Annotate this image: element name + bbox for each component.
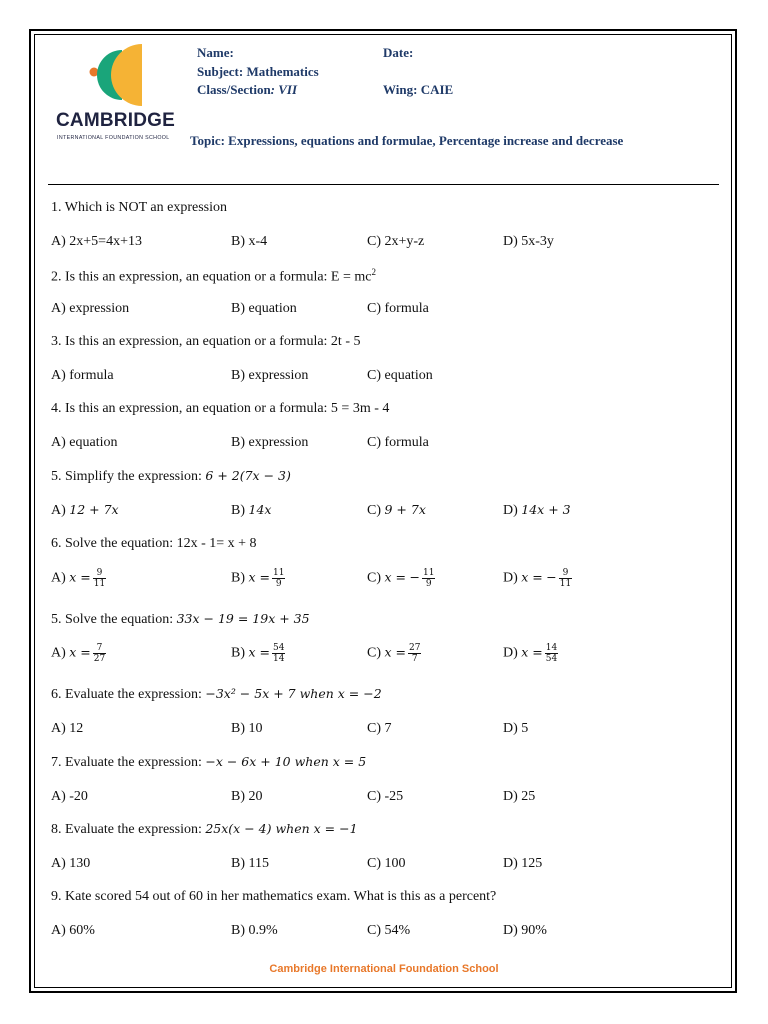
class-section-field (197, 82, 297, 98)
fraction-denominator: 54 (545, 654, 558, 664)
option-x-equals: x = (248, 644, 270, 660)
fraction-numerator: 27 (409, 643, 421, 653)
fraction-denominator: 11 (559, 579, 572, 589)
option-c: C) 7 (367, 721, 392, 736)
question-text: 6. Evaluate the expression: (51, 687, 202, 702)
logo-wordmark: CAMBRIDGE (56, 110, 175, 131)
question-2-text: 2. Is this an expression, an equation or a formula: E = mc (51, 269, 372, 285)
option-c: C) formula (367, 301, 429, 316)
option-b: B) 20 (231, 789, 263, 804)
option-letter: A) (51, 570, 66, 586)
option-sign: − (546, 569, 557, 585)
fraction-numerator: 9 (559, 568, 572, 579)
option-b: B) expression (231, 368, 309, 383)
question-text: 7. Evaluate the expression: (51, 755, 202, 770)
option-b: B) 10 (231, 721, 263, 736)
option-a: A) 60% (51, 923, 95, 938)
option-x-equals: x = (384, 569, 406, 585)
question-math: 6 + 2(7x − 3) (205, 468, 291, 483)
option-a: A) 130 (51, 856, 91, 871)
fraction-numerator: 54 (273, 643, 285, 653)
fraction-denominator: 11 (93, 579, 106, 589)
fraction-numerator: 9 (93, 568, 106, 579)
option-x-equals: x = (248, 569, 270, 585)
option-c: C) formula (367, 435, 429, 450)
option-a: A) 12 (51, 721, 84, 736)
topic-heading: Topic: Expressions, equations and formulae, Percentage increase and decrease (190, 133, 624, 148)
question-7-evaluate (51, 754, 366, 771)
option-c: C) -25 (367, 789, 404, 804)
option-d: D) 90% (503, 923, 547, 938)
name-field-label: Name: (197, 45, 234, 60)
question-2-superscript: 2 (371, 267, 376, 277)
subject-label: Subject: (197, 64, 244, 79)
question-text: 8. Evaluate the expression: (51, 822, 202, 837)
question-1: 1. Which is NOT an expression (51, 200, 228, 215)
fraction-numerator: 11 (273, 568, 285, 578)
fraction (272, 643, 285, 664)
option-math: 9 + 7x (384, 502, 426, 517)
option-letter: B) (231, 503, 245, 518)
fraction-denominator: 9 (275, 579, 282, 589)
fraction-numerator: 14 (545, 643, 558, 653)
subject-field (197, 64, 319, 80)
fraction-denominator: 27 (93, 654, 106, 664)
option-c: C) 54% (367, 923, 411, 938)
option-c (367, 568, 435, 589)
option-letter: C) (367, 570, 381, 586)
option-d (503, 568, 572, 589)
option-a: A) equation (51, 435, 118, 450)
option-a: A) 2x+5=4x+13 (51, 234, 142, 249)
option-letter: B) (231, 645, 245, 661)
footer-school-name: Cambridge International Foundation School (269, 963, 499, 975)
option-math: 12 + 7x (69, 502, 119, 517)
option-d: D) 125 (503, 856, 543, 871)
question-math: −3x² − 5x + 7 when x = −2 (205, 686, 382, 701)
option-d: D) 5x-3y (503, 234, 554, 249)
option-b: B) 0.9% (231, 923, 278, 938)
school-logo (56, 44, 186, 144)
option-a: A) expression (51, 301, 130, 316)
question-4: 4. Is this an expression, an equation or a formula: 5 = 3m - 4 (51, 401, 390, 416)
fraction-denominator: 9 (425, 579, 432, 589)
option-b (231, 643, 285, 664)
option-x-equals: x = (69, 644, 91, 660)
question-3: 3. Is this an expression, an equation or a formula: 2t - 5 (51, 334, 361, 349)
option-a (51, 643, 106, 664)
class-section-value: : VII (270, 82, 298, 97)
option-letter: D) (503, 503, 518, 518)
option-b (231, 502, 271, 519)
question-6b-evaluate (51, 686, 382, 703)
question-9-percent: 9. Kate scored 54 out of 60 in her mathematics exam. What is this as a percent? (51, 889, 497, 904)
option-a: A) formula (51, 368, 114, 383)
question-text: 5. Simplify the expression: (51, 469, 202, 484)
option-a (51, 568, 106, 589)
option-math: 14x + 3 (521, 502, 571, 517)
logo-mark-icon (88, 44, 158, 106)
option-letter: D) (503, 570, 518, 586)
fraction (93, 643, 106, 664)
fraction (272, 568, 285, 589)
option-math: 14x (248, 502, 272, 517)
option-d: D) 5 (503, 721, 529, 736)
option-c (367, 643, 421, 664)
fraction-denominator: 7 (411, 654, 418, 664)
fraction (545, 643, 558, 664)
fraction-numerator: 7 (93, 643, 106, 654)
wing-field (383, 82, 453, 98)
option-letter: C) (367, 645, 381, 661)
question-text: 5. Solve the equation: (51, 612, 174, 627)
header-divider (48, 184, 719, 185)
option-b: B) x-4 (231, 234, 268, 249)
subject-value: Mathematics (246, 64, 319, 79)
option-b: B) 115 (231, 856, 269, 871)
fraction (408, 643, 421, 664)
option-c: C) 100 (367, 856, 406, 871)
logo-subtitle: INTERNATIONAL FOUNDATION SCHOOL (57, 135, 170, 141)
question-5-simplify (51, 468, 291, 485)
option-x-equals: x = (384, 644, 406, 660)
option-d: D) 25 (503, 789, 536, 804)
option-b (231, 568, 285, 589)
option-b: B) expression (231, 435, 309, 450)
option-c: C) equation (367, 368, 433, 383)
option-letter: A) (51, 645, 66, 661)
question-5b-solve (51, 611, 310, 628)
wing-label: Wing: (383, 82, 418, 97)
option-x-equals: x = (69, 569, 91, 585)
question-6-solve: 6. Solve the equation: 12x - 1= x + 8 (51, 536, 257, 551)
question-math: 25x(x − 4) when x = −1 (205, 821, 358, 836)
question-math: 33x − 19 = 19x + 35 (176, 611, 310, 626)
option-letter: B) (231, 570, 245, 586)
option-letter: C) (367, 503, 381, 518)
option-letter: D) (503, 645, 518, 661)
option-a (51, 502, 119, 519)
fraction-denominator: 14 (273, 654, 285, 664)
option-a: A) -20 (51, 789, 88, 804)
option-b: B) equation (231, 301, 297, 316)
option-c (367, 502, 426, 519)
option-x-equals: x = (521, 569, 543, 585)
wing-value: CAIE (420, 82, 454, 97)
option-x-equals: x = (521, 644, 543, 660)
option-letter: A) (51, 503, 66, 518)
fraction (93, 568, 106, 589)
question-2 (51, 267, 376, 286)
option-d (503, 643, 558, 664)
class-section-label: Class/Section (197, 82, 271, 97)
fraction (559, 568, 572, 589)
option-sign: − (409, 569, 420, 585)
question-8-evaluate (51, 821, 358, 838)
option-c: C) 2x+y-z (367, 234, 425, 249)
option-d (503, 502, 571, 519)
question-math: −x − 6x + 10 when x = 5 (205, 754, 367, 769)
date-field-label: Date: (383, 45, 414, 60)
fraction-numerator: 11 (422, 568, 435, 578)
fraction (422, 568, 435, 589)
